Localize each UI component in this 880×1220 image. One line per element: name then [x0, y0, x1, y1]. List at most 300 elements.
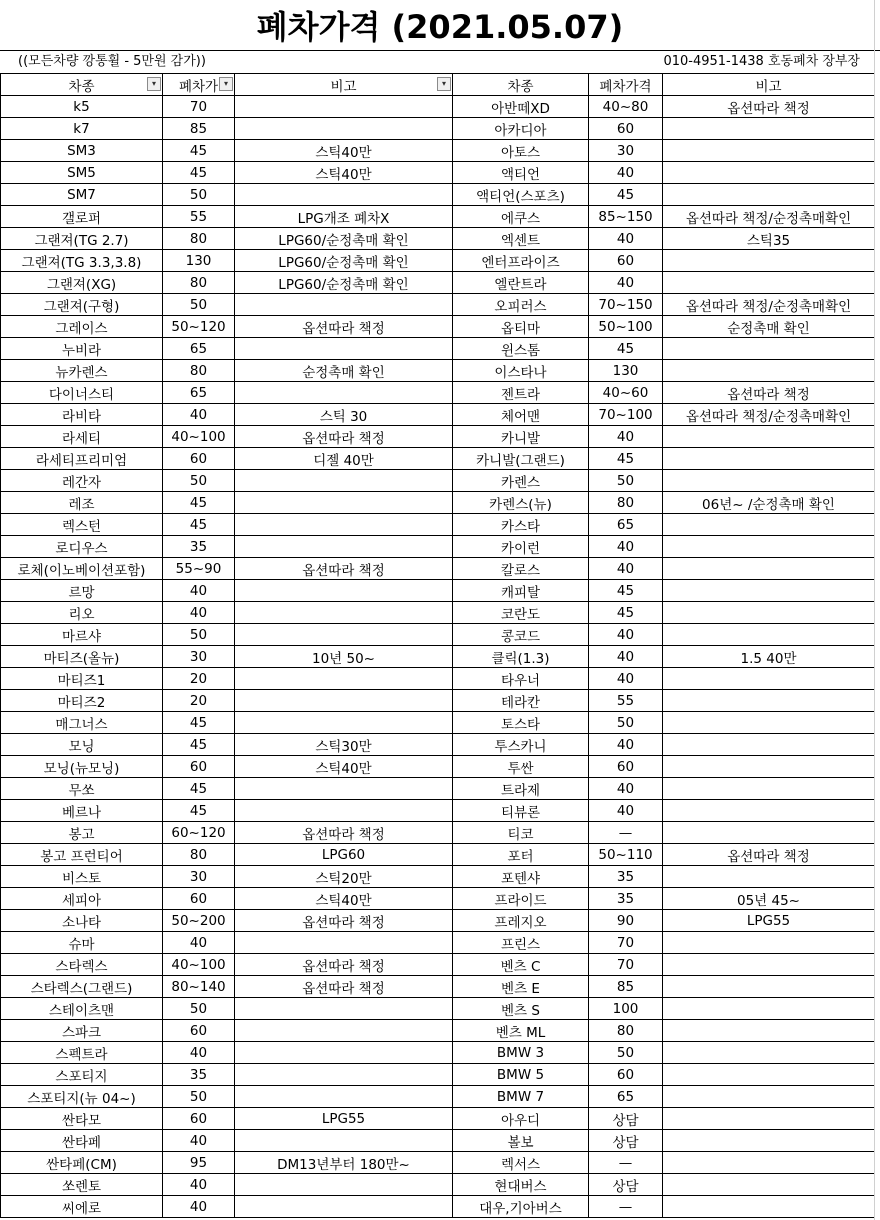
cell-price-left[interactable]: 45	[163, 734, 235, 756]
cell-price-right[interactable]: 40	[589, 272, 663, 294]
cell-note-right[interactable]: 옵션따라 책정	[663, 844, 875, 866]
cell-car-type-right[interactable]: 코란도	[453, 602, 589, 624]
cell-car-type-right[interactable]: 티뷰론	[453, 800, 589, 822]
cell-note-left[interactable]: LPG60/순정촉매 확인	[235, 250, 453, 272]
cell-price-left[interactable]: 50	[163, 294, 235, 316]
cell-car-type-right[interactable]: BMW 3	[453, 1042, 589, 1064]
dropdown-filter-icon[interactable]: ▾	[437, 77, 451, 91]
cell-price-right[interactable]: 70	[589, 932, 663, 954]
cell-note-right[interactable]: 스틱35	[663, 228, 875, 250]
cell-note-right[interactable]	[663, 822, 875, 844]
cell-car-type-right[interactable]: 프레지오	[453, 910, 589, 932]
cell-price-left[interactable]: 85	[163, 118, 235, 140]
cell-car-type-right[interactable]: 아토스	[453, 140, 589, 162]
cell-note-left[interactable]	[235, 184, 453, 206]
cell-note-right[interactable]	[663, 184, 875, 206]
cell-price-left[interactable]: 80~140	[163, 976, 235, 998]
cell-car-type-left[interactable]: 라비타	[1, 404, 163, 426]
cell-car-type-left[interactable]: 스타렉스(그랜드)	[1, 976, 163, 998]
cell-price-left[interactable]: 20	[163, 690, 235, 712]
cell-price-left[interactable]: 40	[163, 602, 235, 624]
cell-car-type-right[interactable]: 클릭(1.3)	[453, 646, 589, 668]
cell-price-right[interactable]: 50~110	[589, 844, 663, 866]
cell-price-right[interactable]: 65	[589, 1086, 663, 1108]
cell-note-right[interactable]: 옵션따라 책정	[663, 382, 875, 404]
dropdown-filter-icon[interactable]: ▾	[219, 77, 233, 91]
cell-note-left[interactable]	[235, 492, 453, 514]
cell-price-right[interactable]: 상담	[589, 1174, 663, 1196]
cell-note-right[interactable]	[663, 734, 875, 756]
cell-note-right[interactable]	[663, 514, 875, 536]
cell-note-left[interactable]: 스틱 30	[235, 404, 453, 426]
cell-price-right[interactable]: —	[589, 1152, 663, 1174]
cell-car-type-left[interactable]: 싼타페	[1, 1130, 163, 1152]
cell-car-type-left[interactable]: SM3	[1, 140, 163, 162]
cell-note-left[interactable]: 옵션따라 책정	[235, 822, 453, 844]
cell-price-left[interactable]: 65	[163, 382, 235, 404]
cell-price-left[interactable]: 80	[163, 228, 235, 250]
cell-price-left[interactable]: 45	[163, 140, 235, 162]
cell-price-left[interactable]: 30	[163, 866, 235, 888]
cell-price-right[interactable]: 40	[589, 558, 663, 580]
cell-car-type-left[interactable]: 마티즈1	[1, 668, 163, 690]
cell-price-right[interactable]: 90	[589, 910, 663, 932]
cell-note-left[interactable]	[235, 470, 453, 492]
cell-car-type-right[interactable]: 카스타	[453, 514, 589, 536]
cell-car-type-right[interactable]: 포텐샤	[453, 866, 589, 888]
cell-note-right[interactable]	[663, 1108, 875, 1130]
cell-note-right[interactable]	[663, 1152, 875, 1174]
cell-note-right[interactable]: 1.5 40만	[663, 646, 875, 668]
cell-car-type-right[interactable]: 엑센트	[453, 228, 589, 250]
cell-note-left[interactable]	[235, 1020, 453, 1042]
cell-price-left[interactable]: 65	[163, 338, 235, 360]
cell-note-left[interactable]: LPG60/순정촉매 확인	[235, 228, 453, 250]
cell-price-left[interactable]: 40	[163, 932, 235, 954]
cell-note-right[interactable]	[663, 1130, 875, 1152]
cell-price-right[interactable]: 70	[589, 954, 663, 976]
cell-note-left[interactable]	[235, 96, 453, 118]
cell-note-left[interactable]	[235, 624, 453, 646]
cell-note-left[interactable]: 옵션따라 책정	[235, 426, 453, 448]
cell-car-type-right[interactable]: 벤츠 E	[453, 976, 589, 998]
cell-note-left[interactable]	[235, 382, 453, 404]
cell-note-left[interactable]: 순정촉매 확인	[235, 360, 453, 382]
cell-price-left[interactable]: 130	[163, 250, 235, 272]
cell-car-type-right[interactable]: 액티언(스포츠)	[453, 184, 589, 206]
cell-price-left[interactable]: 30	[163, 646, 235, 668]
cell-price-left[interactable]: 70	[163, 96, 235, 118]
cell-price-right[interactable]: 40	[589, 800, 663, 822]
cell-note-right[interactable]	[663, 272, 875, 294]
cell-note-left[interactable]: DM13년부터 180만~	[235, 1152, 453, 1174]
cell-note-right[interactable]: 옵션따라 책정/순정촉매확인	[663, 404, 875, 426]
header-price-left[interactable]: 폐차가 ▾	[163, 74, 235, 96]
cell-car-type-right[interactable]: 캐피탈	[453, 580, 589, 602]
cell-note-right[interactable]	[663, 580, 875, 602]
cell-car-type-left[interactable]: 스파크	[1, 1020, 163, 1042]
cell-price-left[interactable]: 45	[163, 800, 235, 822]
cell-price-left[interactable]: 50	[163, 998, 235, 1020]
cell-note-right[interactable]	[663, 1064, 875, 1086]
cell-car-type-left[interactable]: 스타렉스	[1, 954, 163, 976]
cell-car-type-left[interactable]: SM7	[1, 184, 163, 206]
cell-note-right[interactable]	[663, 1174, 875, 1196]
cell-price-right[interactable]: 85	[589, 976, 663, 998]
cell-price-left[interactable]: 50~200	[163, 910, 235, 932]
cell-car-type-right[interactable]: 액티언	[453, 162, 589, 184]
cell-note-right[interactable]	[663, 1196, 875, 1218]
cell-price-left[interactable]: 55~90	[163, 558, 235, 580]
cell-car-type-right[interactable]: 콩코드	[453, 624, 589, 646]
cell-price-right[interactable]: 60	[589, 250, 663, 272]
cell-price-left[interactable]: 60	[163, 888, 235, 910]
cell-price-left[interactable]: 50	[163, 624, 235, 646]
cell-car-type-left[interactable]: 라세티	[1, 426, 163, 448]
cell-car-type-right[interactable]: 카니발	[453, 426, 589, 448]
cell-car-type-right[interactable]: 카렌스	[453, 470, 589, 492]
cell-price-left[interactable]: 55	[163, 206, 235, 228]
cell-note-right[interactable]	[663, 954, 875, 976]
cell-car-type-left[interactable]: 로체(이노베이션포함)	[1, 558, 163, 580]
cell-note-left[interactable]: LPG60/순정촉매 확인	[235, 272, 453, 294]
cell-car-type-right[interactable]: 칼로스	[453, 558, 589, 580]
cell-car-type-left[interactable]: 비스토	[1, 866, 163, 888]
cell-note-left[interactable]	[235, 712, 453, 734]
cell-price-right[interactable]: 50~100	[589, 316, 663, 338]
cell-price-right[interactable]: 65	[589, 514, 663, 536]
cell-car-type-left[interactable]: 슈마	[1, 932, 163, 954]
cell-car-type-right[interactable]: 엘란트라	[453, 272, 589, 294]
cell-car-type-left[interactable]: 소나타	[1, 910, 163, 932]
cell-car-type-right[interactable]: BMW 7	[453, 1086, 589, 1108]
cell-note-right[interactable]: 06년~ /순정촉매 확인	[663, 492, 875, 514]
cell-note-right[interactable]: 옵션따라 책정/순정촉매확인	[663, 206, 875, 228]
cell-note-right[interactable]	[663, 448, 875, 470]
cell-price-right[interactable]: 40~60	[589, 382, 663, 404]
cell-car-type-left[interactable]: 르망	[1, 580, 163, 602]
cell-car-type-right[interactable]: 오피러스	[453, 294, 589, 316]
cell-car-type-left[interactable]: 무쏘	[1, 778, 163, 800]
cell-price-right[interactable]: 40~80	[589, 96, 663, 118]
cell-car-type-right[interactable]: 렉서스	[453, 1152, 589, 1174]
cell-price-right[interactable]: 50	[589, 470, 663, 492]
cell-price-left[interactable]: 60	[163, 448, 235, 470]
cell-car-type-left[interactable]: 다이너스티	[1, 382, 163, 404]
cell-note-right[interactable]: LPG55	[663, 910, 875, 932]
cell-note-right[interactable]	[663, 778, 875, 800]
cell-note-left[interactable]	[235, 118, 453, 140]
cell-price-left[interactable]: 50	[163, 1086, 235, 1108]
cell-note-left[interactable]	[235, 294, 453, 316]
cell-price-right[interactable]: 상담	[589, 1108, 663, 1130]
cell-car-type-left[interactable]: 누비라	[1, 338, 163, 360]
cell-note-left[interactable]: 스틱40만	[235, 888, 453, 910]
cell-note-right[interactable]	[663, 690, 875, 712]
cell-car-type-right[interactable]: 이스타나	[453, 360, 589, 382]
cell-price-right[interactable]: 100	[589, 998, 663, 1020]
sort-filter-icon[interactable]: ▾	[147, 77, 161, 91]
cell-car-type-left[interactable]: 렉스턴	[1, 514, 163, 536]
cell-price-right[interactable]: 130	[589, 360, 663, 382]
cell-price-right[interactable]: 80	[589, 1020, 663, 1042]
cell-car-type-right[interactable]: 윈스톰	[453, 338, 589, 360]
cell-price-left[interactable]: 45	[163, 712, 235, 734]
cell-car-type-right[interactable]: 볼보	[453, 1130, 589, 1152]
cell-note-right[interactable]	[663, 624, 875, 646]
cell-car-type-left[interactable]: 베르나	[1, 800, 163, 822]
cell-car-type-left[interactable]: 싼타페(CM)	[1, 1152, 163, 1174]
cell-price-right[interactable]: 40	[589, 228, 663, 250]
cell-car-type-right[interactable]: 투싼	[453, 756, 589, 778]
cell-car-type-right[interactable]: 옵티마	[453, 316, 589, 338]
cell-price-right[interactable]: 70~150	[589, 294, 663, 316]
cell-price-right[interactable]: 35	[589, 866, 663, 888]
cell-car-type-left[interactable]: 싼타모	[1, 1108, 163, 1130]
cell-car-type-left[interactable]: SM5	[1, 162, 163, 184]
cell-car-type-left[interactable]: 모닝	[1, 734, 163, 756]
cell-car-type-right[interactable]: 아반떼XD	[453, 96, 589, 118]
cell-price-left[interactable]: 50	[163, 470, 235, 492]
cell-note-left[interactable]: 스틱40만	[235, 162, 453, 184]
cell-price-right[interactable]: 45	[589, 602, 663, 624]
cell-car-type-right[interactable]: 테라칸	[453, 690, 589, 712]
cell-price-right[interactable]: 40	[589, 734, 663, 756]
cell-car-type-left[interactable]: 그랜져(구형)	[1, 294, 163, 316]
cell-car-type-left[interactable]: 라세티프리미엄	[1, 448, 163, 470]
cell-car-type-right[interactable]: 아카디아	[453, 118, 589, 140]
cell-note-right[interactable]: 옵션따라 책정	[663, 96, 875, 118]
cell-note-left[interactable]	[235, 778, 453, 800]
cell-price-left[interactable]: 45	[163, 514, 235, 536]
cell-note-right[interactable]	[663, 668, 875, 690]
cell-price-left[interactable]: 40	[163, 404, 235, 426]
cell-car-type-right[interactable]: 프린스	[453, 932, 589, 954]
cell-note-left[interactable]	[235, 580, 453, 602]
cell-car-type-left[interactable]: 그레이스	[1, 316, 163, 338]
cell-price-left[interactable]: 60	[163, 1020, 235, 1042]
cell-note-left[interactable]	[235, 668, 453, 690]
cell-price-right[interactable]: —	[589, 822, 663, 844]
cell-price-right[interactable]: 40	[589, 536, 663, 558]
cell-car-type-right[interactable]: 티코	[453, 822, 589, 844]
header-car-type-left[interactable]: 차종 ▾	[1, 74, 163, 96]
cell-note-right[interactable]	[663, 932, 875, 954]
cell-note-left[interactable]: LPG개조 폐차X	[235, 206, 453, 228]
cell-price-left[interactable]: 40	[163, 1130, 235, 1152]
cell-price-right[interactable]: 50	[589, 712, 663, 734]
cell-car-type-right[interactable]: 카렌스(뉴)	[453, 492, 589, 514]
cell-car-type-right[interactable]: 카이런	[453, 536, 589, 558]
cell-car-type-right[interactable]: 카니발(그랜드)	[453, 448, 589, 470]
cell-price-right[interactable]: 35	[589, 888, 663, 910]
cell-price-right[interactable]: 45	[589, 580, 663, 602]
cell-car-type-left[interactable]: 씨에로	[1, 1196, 163, 1218]
cell-car-type-left[interactable]: 마티즈2	[1, 690, 163, 712]
cell-note-left[interactable]: LPG60	[235, 844, 453, 866]
cell-car-type-left[interactable]: 쏘렌토	[1, 1174, 163, 1196]
cell-price-left[interactable]: 60	[163, 756, 235, 778]
cell-note-right[interactable]	[663, 140, 875, 162]
cell-car-type-right[interactable]: 대우,기아버스	[453, 1196, 589, 1218]
cell-price-right[interactable]: 45	[589, 338, 663, 360]
cell-price-left[interactable]: 60	[163, 1108, 235, 1130]
cell-note-left[interactable]	[235, 998, 453, 1020]
cell-car-type-right[interactable]: 벤츠 C	[453, 954, 589, 976]
cell-note-left[interactable]	[235, 1042, 453, 1064]
cell-price-left[interactable]: 50	[163, 184, 235, 206]
cell-car-type-left[interactable]: 모닝(뉴모닝)	[1, 756, 163, 778]
cell-note-right[interactable]	[663, 602, 875, 624]
cell-note-right[interactable]	[663, 118, 875, 140]
cell-price-right[interactable]: 40	[589, 778, 663, 800]
cell-price-right[interactable]: 60	[589, 1064, 663, 1086]
cell-car-type-left[interactable]: 스펙트라	[1, 1042, 163, 1064]
cell-car-type-left[interactable]: 매그너스	[1, 712, 163, 734]
cell-note-left[interactable]: 스틱40만	[235, 756, 453, 778]
header-note-left[interactable]: 비고 ▾	[235, 74, 453, 96]
cell-note-left[interactable]: 옵션따라 책정	[235, 316, 453, 338]
cell-note-right[interactable]	[663, 536, 875, 558]
cell-price-left[interactable]: 40	[163, 1196, 235, 1218]
cell-note-left[interactable]: 10년 50~	[235, 646, 453, 668]
cell-note-left[interactable]: 스틱30만	[235, 734, 453, 756]
cell-price-right[interactable]: 45	[589, 184, 663, 206]
cell-car-type-left[interactable]: 스테이츠맨	[1, 998, 163, 1020]
cell-car-type-right[interactable]: 타우너	[453, 668, 589, 690]
cell-car-type-right[interactable]: 체어맨	[453, 404, 589, 426]
cell-price-left[interactable]: 40~100	[163, 426, 235, 448]
cell-price-left[interactable]: 35	[163, 1064, 235, 1086]
cell-car-type-left[interactable]: 레조	[1, 492, 163, 514]
cell-car-type-left[interactable]: 봉고	[1, 822, 163, 844]
cell-note-left[interactable]: 스틱20만	[235, 866, 453, 888]
cell-price-right[interactable]: 60	[589, 756, 663, 778]
cell-car-type-left[interactable]: 마티즈(올뉴)	[1, 646, 163, 668]
cell-note-right[interactable]	[663, 1042, 875, 1064]
cell-car-type-left[interactable]: 그랜져(TG 3.3,3.8)	[1, 250, 163, 272]
cell-note-right[interactable]	[663, 426, 875, 448]
cell-car-type-right[interactable]: 벤츠 ML	[453, 1020, 589, 1042]
cell-note-right[interactable]	[663, 756, 875, 778]
cell-price-left[interactable]: 45	[163, 492, 235, 514]
cell-car-type-right[interactable]: 아우디	[453, 1108, 589, 1130]
cell-note-left[interactable]: LPG55	[235, 1108, 453, 1130]
cell-car-type-left[interactable]: 갤로퍼	[1, 206, 163, 228]
cell-note-right[interactable]	[663, 470, 875, 492]
cell-note-right[interactable]: 05년 45~	[663, 888, 875, 910]
cell-note-left[interactable]	[235, 800, 453, 822]
cell-car-type-right[interactable]: 젠트라	[453, 382, 589, 404]
cell-note-left[interactable]	[235, 514, 453, 536]
cell-note-left[interactable]	[235, 338, 453, 360]
cell-note-right[interactable]: 옵션따라 책정/순정촉매확인	[663, 294, 875, 316]
cell-note-left[interactable]: 옵션따라 책정	[235, 976, 453, 998]
cell-price-right[interactable]: 40	[589, 162, 663, 184]
cell-car-type-right[interactable]: 트라제	[453, 778, 589, 800]
cell-price-left[interactable]: 40	[163, 1042, 235, 1064]
cell-note-right[interactable]	[663, 162, 875, 184]
cell-car-type-right[interactable]: 엔터프라이즈	[453, 250, 589, 272]
cell-car-type-left[interactable]: 세피아	[1, 888, 163, 910]
cell-price-left[interactable]: 80	[163, 272, 235, 294]
cell-price-right[interactable]: 55	[589, 690, 663, 712]
cell-price-left[interactable]: 45	[163, 162, 235, 184]
cell-price-left[interactable]: 60~120	[163, 822, 235, 844]
cell-price-left[interactable]: 40	[163, 580, 235, 602]
cell-note-right[interactable]	[663, 998, 875, 1020]
cell-car-type-right[interactable]: BMW 5	[453, 1064, 589, 1086]
cell-price-left[interactable]: 80	[163, 360, 235, 382]
cell-car-type-left[interactable]: 스포티지(뉴 04~)	[1, 1086, 163, 1108]
cell-note-right[interactable]	[663, 558, 875, 580]
cell-price-right[interactable]: 40	[589, 426, 663, 448]
cell-note-left[interactable]: 스틱40만	[235, 140, 453, 162]
cell-car-type-left[interactable]: 리오	[1, 602, 163, 624]
cell-note-right[interactable]	[663, 338, 875, 360]
cell-note-left[interactable]	[235, 1196, 453, 1218]
cell-car-type-right[interactable]: 벤츠 S	[453, 998, 589, 1020]
cell-price-left[interactable]: 45	[163, 778, 235, 800]
cell-note-left[interactable]	[235, 1174, 453, 1196]
cell-car-type-right[interactable]: 투스카니	[453, 734, 589, 756]
cell-price-right[interactable]: 40	[589, 646, 663, 668]
cell-price-left[interactable]: 20	[163, 668, 235, 690]
cell-note-left[interactable]	[235, 602, 453, 624]
cell-car-type-left[interactable]: 스포티지	[1, 1064, 163, 1086]
cell-note-left[interactable]	[235, 1086, 453, 1108]
cell-car-type-left[interactable]: k7	[1, 118, 163, 140]
cell-car-type-right[interactable]: 프라이드	[453, 888, 589, 910]
cell-note-left[interactable]	[235, 932, 453, 954]
cell-note-left[interactable]: 옵션따라 책정	[235, 558, 453, 580]
cell-note-left[interactable]: 옵션따라 책정	[235, 910, 453, 932]
cell-price-right[interactable]: 60	[589, 118, 663, 140]
cell-car-type-left[interactable]: k5	[1, 96, 163, 118]
cell-price-right[interactable]: 50	[589, 1042, 663, 1064]
cell-car-type-left[interactable]: 봉고 프런티어	[1, 844, 163, 866]
cell-note-right[interactable]	[663, 360, 875, 382]
cell-note-left[interactable]	[235, 1130, 453, 1152]
cell-note-right[interactable]	[663, 976, 875, 998]
cell-price-right[interactable]: 30	[589, 140, 663, 162]
cell-note-right[interactable]	[663, 1086, 875, 1108]
cell-price-right[interactable]: 85~150	[589, 206, 663, 228]
cell-note-right[interactable]	[663, 1020, 875, 1042]
cell-note-left[interactable]	[235, 1064, 453, 1086]
cell-price-left[interactable]: 40~100	[163, 954, 235, 976]
cell-price-right[interactable]: 80	[589, 492, 663, 514]
cell-price-right[interactable]: 45	[589, 448, 663, 470]
cell-note-left[interactable]	[235, 690, 453, 712]
cell-car-type-right[interactable]: 포터	[453, 844, 589, 866]
cell-note-right[interactable]: 순정촉매 확인	[663, 316, 875, 338]
cell-note-left[interactable]: 옵션따라 책정	[235, 954, 453, 976]
cell-note-left[interactable]: 디젤 40만	[235, 448, 453, 470]
cell-price-left[interactable]: 50~120	[163, 316, 235, 338]
cell-car-type-left[interactable]: 그랜져(TG 2.7)	[1, 228, 163, 250]
cell-note-left[interactable]	[235, 536, 453, 558]
cell-car-type-left[interactable]: 그랜져(XG)	[1, 272, 163, 294]
cell-car-type-left[interactable]: 뉴카렌스	[1, 360, 163, 382]
cell-price-left[interactable]: 80	[163, 844, 235, 866]
cell-car-type-right[interactable]: 에쿠스	[453, 206, 589, 228]
cell-price-right[interactable]: 40	[589, 624, 663, 646]
cell-price-right[interactable]: 40	[589, 668, 663, 690]
cell-car-type-right[interactable]: 현대버스	[453, 1174, 589, 1196]
cell-price-right[interactable]: 70~100	[589, 404, 663, 426]
cell-note-right[interactable]	[663, 866, 875, 888]
